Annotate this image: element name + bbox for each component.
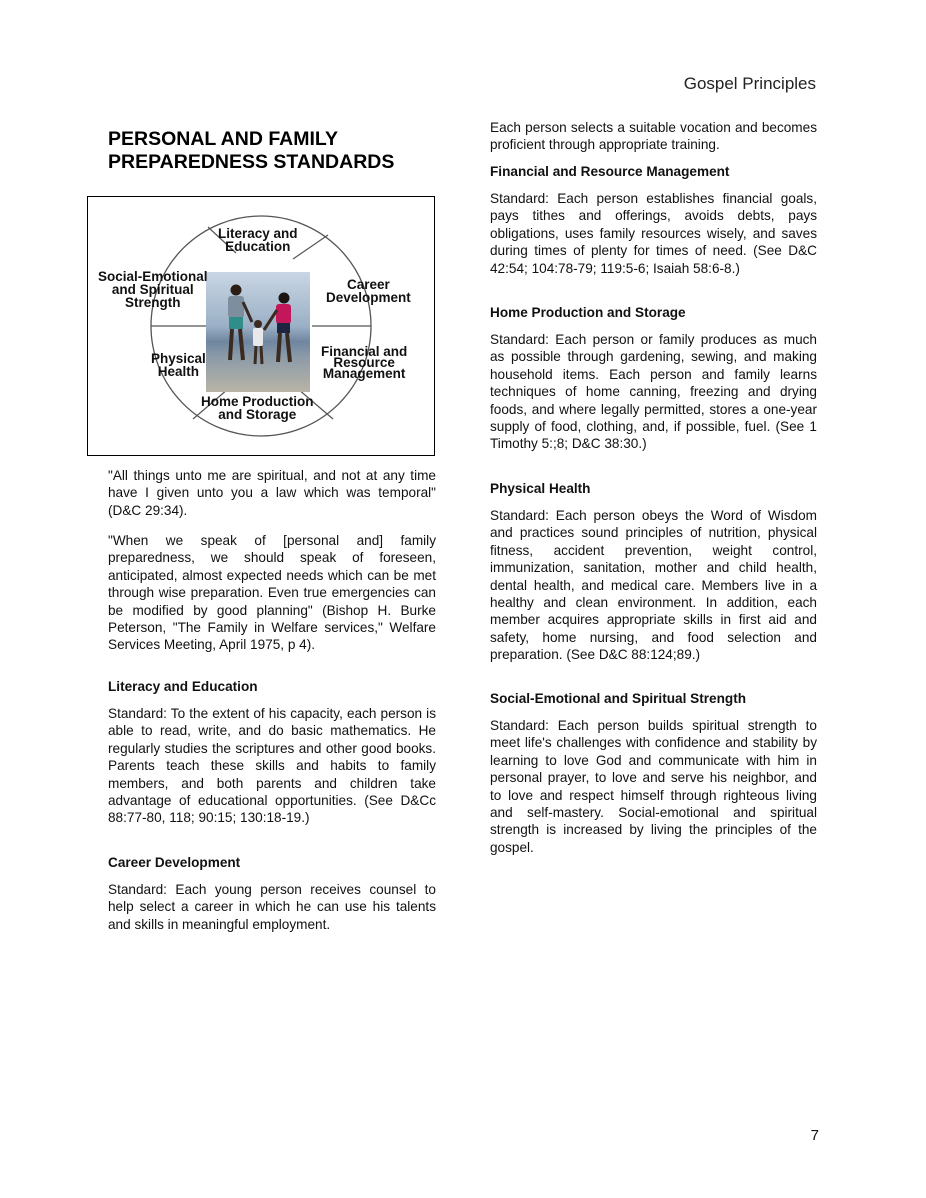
text-physical: Standard: Each person obeys the Word of Wisdom and practices sound principles of nutrition, physical fitness, accident prevention, weight control, immunization, sanitation, mother and child health, dental health, and medical care. Members live in a healthy and clean environment. In addition, each member acquires appropriate skills in first aid and safety, home nursing, and food selection and preparation. (See D&C 88:124;89.): [490, 508, 817, 663]
mother-head: [279, 293, 290, 304]
label-physical-line1: Physical: [151, 351, 206, 366]
father-arm: [243, 302, 252, 322]
quote-dc-29: "All things unto me are spiritual, and not at any time have I given unto you a law which was temporal" (D&C 29:34).: [108, 468, 436, 518]
father-shorts: [229, 317, 243, 329]
text-financial: Standard: Each person establishes financial goals, pays tithes and offerings, avoids debts, pays obligations, uses family resources wisely, and saves during times of plenty for times of need. (See D&C 42:54; 104:78-79; 119:5-6; Isaiah 58:6-8.): [490, 191, 817, 276]
label-career: [326, 278, 411, 304]
label-home-line1: Home Production: [201, 394, 314, 409]
page-title: PERSONAL AND FAMILY PREPAREDNESS STANDARDS: [108, 128, 395, 173]
mother-shorts: [277, 323, 290, 333]
child-leg-left: [255, 346, 256, 364]
mother-arm: [264, 310, 277, 330]
label-home-line2: and Storage: [218, 407, 297, 422]
spoke-top-right: [293, 235, 328, 259]
text-social: Standard: Each person builds spiritual strength to meet life's challenges with confidence and stability by learning to love God and communicate with him in personal prayer, to love and serve his neighbor, and to love and respect himself through righteous living and self-mastery. Social-emotional and spiritual strength is increased by living the principles of the gospel.: [490, 718, 817, 855]
family-figures: [206, 272, 310, 392]
label-financial: [321, 346, 407, 379]
label-financial-line1: Financial and: [321, 344, 408, 359]
heading-career: Career Development: [108, 855, 241, 870]
label-physical-line2: Health: [157, 364, 200, 379]
label-physical: [151, 352, 206, 378]
label-social: [98, 270, 208, 309]
text-career-continued: Each person selects a suitable vocation and becomes proficient through appropriate training.: [490, 120, 817, 153]
father-leg-left: [230, 329, 232, 360]
heading-physical: Physical Health: [490, 481, 591, 496]
label-social-line1: Social-Emotional: [98, 269, 208, 284]
label-literacy: [218, 227, 298, 253]
father-body: [228, 296, 244, 318]
heading-home: Home Production and Storage: [490, 305, 686, 320]
running-head: Gospel Principles: [683, 74, 816, 93]
father-head: [231, 285, 242, 296]
label-social-line3: Strength: [125, 295, 181, 310]
label-social-line2: and Spiritual: [111, 282, 194, 297]
preparedness-diagram: [87, 196, 435, 456]
mother-leg-left: [278, 333, 280, 362]
text-career: Standard: Each young person receives counsel to help select a career in which he can use his talents and skills in meaningful employment.: [108, 882, 436, 932]
label-home: [201, 395, 314, 421]
text-literacy: Standard: To the extent of his capacity, each person is able to read, write, and do basic mathematics. He regularly studies the scriptures and other good books. Parents teach these skills and habits to family members, and both parents and children take advantage of educational opportunities. (See D&Cc 88:77-80, 118; 90:15; 130:18-19.): [108, 706, 436, 826]
family-beach-photo: [206, 272, 310, 392]
quote-peterson: "When we speak of [personal and] family preparedness, we should speak of foreseen, anticipated, almost expected needs which can be met through wise preparation. Even true emergencies can be modified by good planning" (Bishop H. Burke Peterson, "The Family in Welfare services," Welfare Services Meeting, April 1975, p 4).: [108, 533, 436, 653]
heading-literacy: Literacy and Education: [108, 679, 258, 694]
label-career-line2: Development: [326, 290, 411, 305]
label-career-line1: Career: [347, 277, 390, 292]
mother-body: [276, 304, 291, 324]
label-financial-line3: Management: [322, 366, 406, 381]
text-home: Standard: Each person or family produces as much as possible through gardening, sewing, and making household items. Each person and family learns techniques of home canning, freezing and drying foods, and where legally permitted, stores a one-year supply of food, clothing, and, if possible, fuel. (See 1 Timothy 5:;8; D&C 38:30.): [490, 332, 817, 452]
mother-leg-right: [287, 333, 290, 362]
label-literacy-line2: Education: [225, 239, 291, 254]
child-body: [253, 328, 263, 346]
child-leg-right: [261, 346, 262, 364]
label-financial-line2: Resource: [333, 355, 395, 370]
page-number: 7: [810, 1127, 819, 1144]
heading-social: Social-Emotional and Spiritual Strength: [490, 691, 747, 706]
child-head: [254, 320, 262, 328]
heading-financial: Financial and Resource Management: [490, 164, 730, 179]
father-leg-right: [240, 329, 243, 360]
label-literacy-line1: Literacy and: [218, 226, 298, 241]
